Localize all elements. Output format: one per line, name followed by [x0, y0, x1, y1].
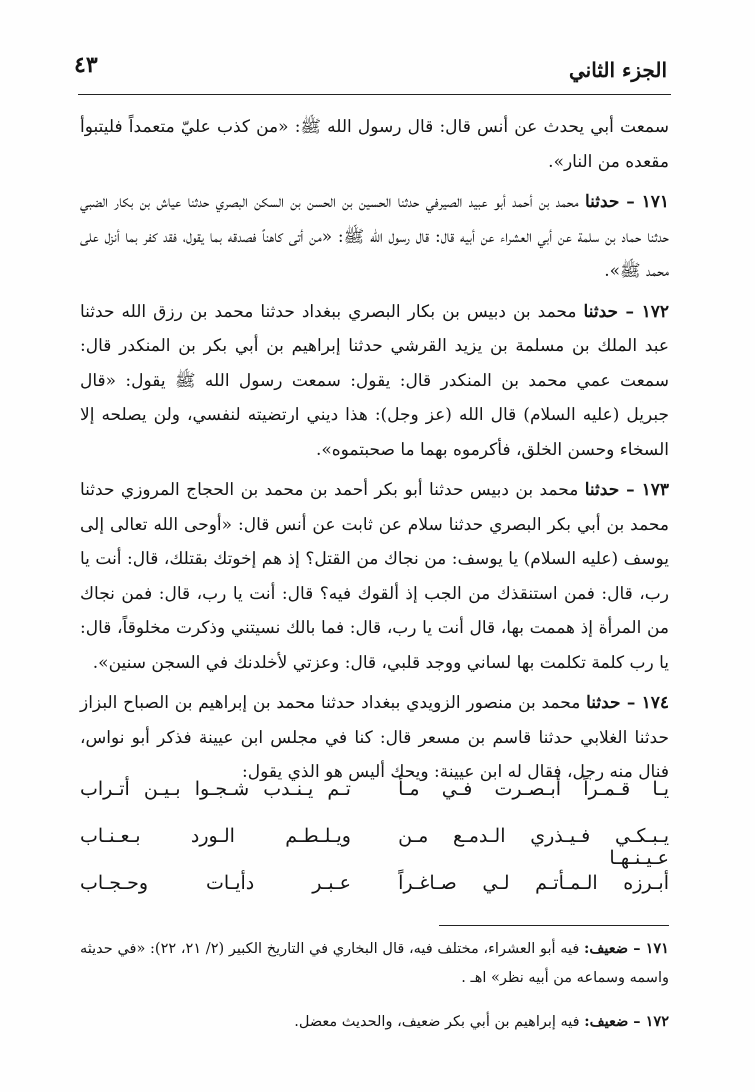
main-text — [80, 110, 669, 796]
poem-verse-row — [80, 778, 669, 825]
footnote-divider — [439, 925, 669, 926]
verse-first-hemistich: أبـرزه الـمـأتـم لـي صـاغـراً — [398, 872, 669, 894]
poem-verse-row — [80, 825, 669, 872]
verse-first-hemistich: يـا قـمـراً أبـصـرت فـي مـأ — [398, 778, 669, 800]
paragraph-continuation — [80, 110, 669, 179]
poem — [80, 778, 669, 919]
footnote-text: فيه إبراهيم بن أبي بكر ضعيف، والحديث معضل. — [294, 1014, 585, 1030]
hadith-text: محمد بن منصور الزويدي ببغداد حدثنا محمد بن إبراهيم بن الصباح البزاز حدثنا الغلابي حدثنا قاسم بن مسعر قال: كنا في مجلس ابن عيينة فذكر أبو نواس، فنال منه رجل، فقال له ابن عيينة: ويحك أليس هو الذي يقول: — [80, 693, 669, 782]
hadith-number: ١٧٤ – حدثنا — [586, 693, 669, 713]
footnote-171 — [80, 934, 669, 993]
hadith-number: ١٧١ – حدثنا — [584, 192, 670, 212]
verse-second-hemistich: عـبـر دأيـات وحـجـاب — [80, 872, 351, 894]
poem-verse-row — [80, 872, 669, 919]
verse-second-hemistich: ويـلـطـم الـورد بـعـنـاب — [80, 825, 351, 847]
hadith-173 — [80, 473, 669, 680]
hadith-172 — [80, 295, 669, 468]
verse-first-hemistich: يـبـكـي فـيـذري الـدمـع مـن عـيـنـهـا — [398, 825, 669, 869]
footnotes — [80, 934, 669, 1051]
hadith-text: محمد بن أحمد أبو عبيد الصيرفي حدثنا الحسين بن الحسن بن السكن البصري حدثنا عياش بن بكار الضبي حدثنا حماد بن سلمة عن أبي العشراء عن أبيه قال: قال رسول الله ﷺ: «من أتى كاهناً فصدقه بما يقول، فقد كفر بما أنزل على محمد ﷺ». — [80, 192, 669, 281]
footnote-label: ١٧٢ – ضعيف: — [584, 1013, 669, 1030]
hadith-number: ١٧٣ – حدثنا — [584, 480, 669, 500]
hadith-text: محمد بن دبيس بن بكار البصري ببغداد حدثنا محمد بن رزق الله حدثنا عبد الملك بن مسلمة بن يزيد القرشي حدثنا إبراهيم بن أبي بكر بن المنكدر قال: سمعت عمي محمد بن المنكدر قال: يقول: سمعت رسول الله ﷺ يقول: «قال جبريل (عليه السلام) قال الله (عز وجل): هذا ديني ارتضيته لنفسي، ولن يصلحه إلا السخاء وحسن الخلق، فأكرموه بهما ما صحبتموه». — [80, 301, 669, 460]
hadith-text: محمد بن دبيس حدثنا أبو بكر أحمد بن محمد بن الحجاج المروزي حدثنا محمد بن أبي بكر البصري حدثنا سلام عن ثابت عن أنس قال: «أوحى الله تعالى إلى يوسف (عليه السلام) يا يوسف: من نجاك من القتل؟ إذ هم إخوتك بقتلك، قال: أنت يا رب، قال: فمن استنقذك من الجب إذ ألقوك فيه؟ قال: أنت يا رب، قال: فمن نجاك من المرأة إذ هممت بها، قال أنت يا رب، قال: فما بالك نسيتني وذكرت مخلوقاً، قال: يا رب كلمة تكلمت بها لساني ووجد قلبي، قال: وعزتي لأخلدنك في السجن سنين». — [80, 480, 669, 673]
paragraph-text: سمعت أبي يحدث عن أنس قال: قال رسول الله ﷺ: «من كذب عليّ متعمداً فليتبوأ مقعده من النار». — [80, 117, 669, 172]
verse-second-hemistich: تـم يـنـدب شـجـوا بـيـن أتـراب — [80, 778, 351, 800]
footnote-172 — [80, 1007, 669, 1037]
header-divider — [78, 94, 671, 95]
footnote-label: ١٧١ – ضعيف: — [584, 940, 669, 957]
page-number: ٤٣ — [74, 52, 98, 78]
hadith-174 — [80, 686, 669, 790]
footnote-text: فيه أبو العشراء، مختلف فيه، قال البخاري في التاريخ الكبير (٢/ ٢١، ٢٢): «في حديثه واسمه وسماعه من أبيه نظر» اهـ . — [80, 941, 669, 986]
running-header-title: الجزء الثاني — [569, 58, 667, 82]
hadith-171 — [80, 185, 669, 289]
hadith-number: ١٧٢ – حدثنا — [583, 301, 670, 322]
